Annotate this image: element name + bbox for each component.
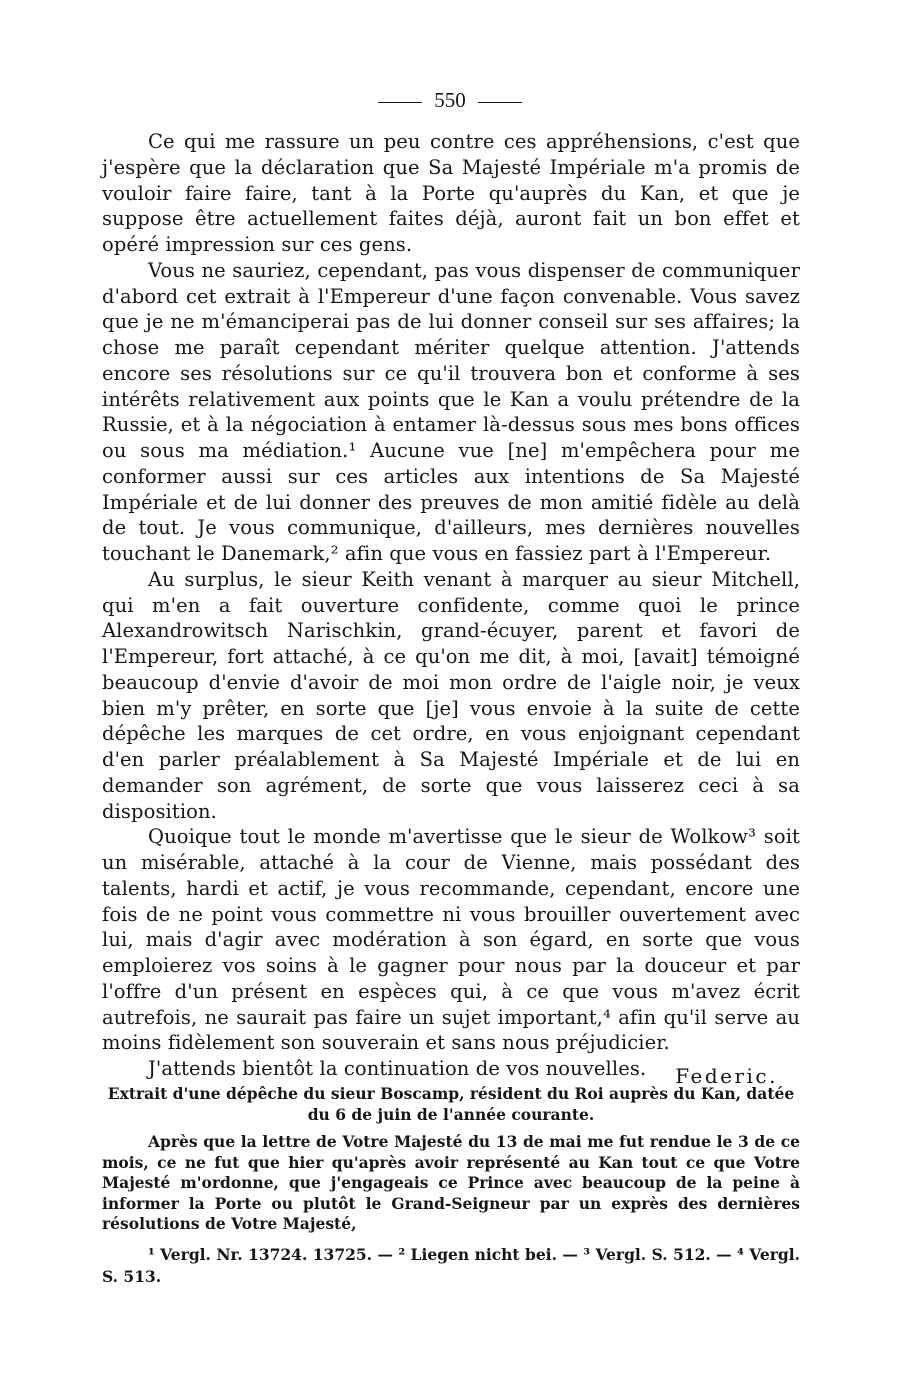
extract-heading: Extrait d'une dépêche du sieur Boscamp, résident du Roi auprès du Kan, datée du 6 de juin de l'année courante. <box>107 1084 795 1124</box>
paragraph-1: Ce qui me rassure un peu contre ces appréhensions, c'est que j'espère que la déclaration que Sa Majesté Impériale m'a promis de vouloir faire faire, tant à la Porte qu'auprès du Kan, et que je suppose être actuellement faites déjà, auront fait un bon effet et opéré impression sur ces gens. <box>102 130 800 256</box>
page-header <box>0 86 900 114</box>
paragraph-4: Quoique tout le monde m'avertisse que le sieur de Wolkow³ soit un misérable, attaché à la cour de Vienne, mais possédant des talents, hardi et actif, je vous recommande, cependant, encore une fois de ne point vous commettre ni vous brouiller ouvertement avec lui, mais d'agir avec modération à son égard, en sorte que vous emploierez vos soins à le gagner pour nous par la douceur et par l'offre d'un présent en espèces qui, à ce que vous m'avez écrit autrefois, ne saurait pas faire un sujet important,⁴ afin qu'il serve au moins fidèlement son souverain et sans nous préjudicier. <box>102 825 800 1055</box>
letter-body <box>102 129 800 1088</box>
signature: Federic. <box>675 1064 778 1088</box>
closing-line: J'attends bientôt la continuation de vos nouvelles. <box>148 1057 647 1080</box>
header-rule-right <box>478 102 522 103</box>
paragraph-3: Au surplus, le sieur Keith venant à marquer au sieur Mitchell, qui m'en a fait ouverture confidente, comme quoi le prince Alexandrowitsch Narischkin, grand-écuyer, parent et favori de l'Empereur, fort attaché, à ce qu'on me dit, à moi, [avait] témoigné beaucoup d'envie d'avoir de moi mon ordre de l'aigle noir, je veux bien m'y prêter, en sorte que [je] vous envoie à la suite de cette dépêche les marques de cet ordre, en vous enjoignant cependant d'en parler préalablement à Sa Majesté Impériale et de lui en demander son agrément, de sorte que vous laisserez ceci à sa disposition. <box>102 567 800 823</box>
extract-text: Après que la lettre de Votre Majesté du 13 de mai me fut rendue le 3 de ce mois, ce ne fut que hier qu'après avoir représenté au Kan tout ce que Votre Majesté m'ordonne, que j'engageais ce Prince avec beaucoup de la peine à informer la Porte ou plutôt le Grand-Seigneur par un exprès des dernières résolutions de Votre Majesté, <box>102 1132 800 1233</box>
paragraph-2: Vous ne sauriez, cependant, pas vous dispenser de communiquer d'abord cet extrait à l'Empereur d'une façon convenable. Vous savez que je ne m'émanciperai pas de lui donner conseil sur ses affaires; la chose me paraît cependant mériter quelque attention. J'attends encore ses résolutions sur ce qu'il trouvera bon et conforme à ses intérêts relativement aux points que le Kan a voulu prétendre de la Russie, et à la négociation à entamer là-dessus sous mes bons offices ou sous ma médiation.¹ Aucune vue [ne] m'empêchera pour me conformer aussi sur ces articles aux intentions de Sa Majesté Impériale et de lui donner des preuves de mon amitié fidèle au delà de tout. Je vous communique, d'ailleurs, mes dernières nouvelles touchant le Danemark,² afin que vous en fassiez part à l'Empereur. <box>102 258 800 565</box>
closing-line-row <box>102 1056 800 1088</box>
page-number: 550 <box>434 88 466 112</box>
header-rule-left <box>378 102 422 103</box>
footnotes: ¹ Vergl. Nr. 13724. 13725. — ² Liegen nicht bei. — ³ Vergl. S. 512. — ⁴ Vergl. S. 513. <box>102 1245 801 1286</box>
